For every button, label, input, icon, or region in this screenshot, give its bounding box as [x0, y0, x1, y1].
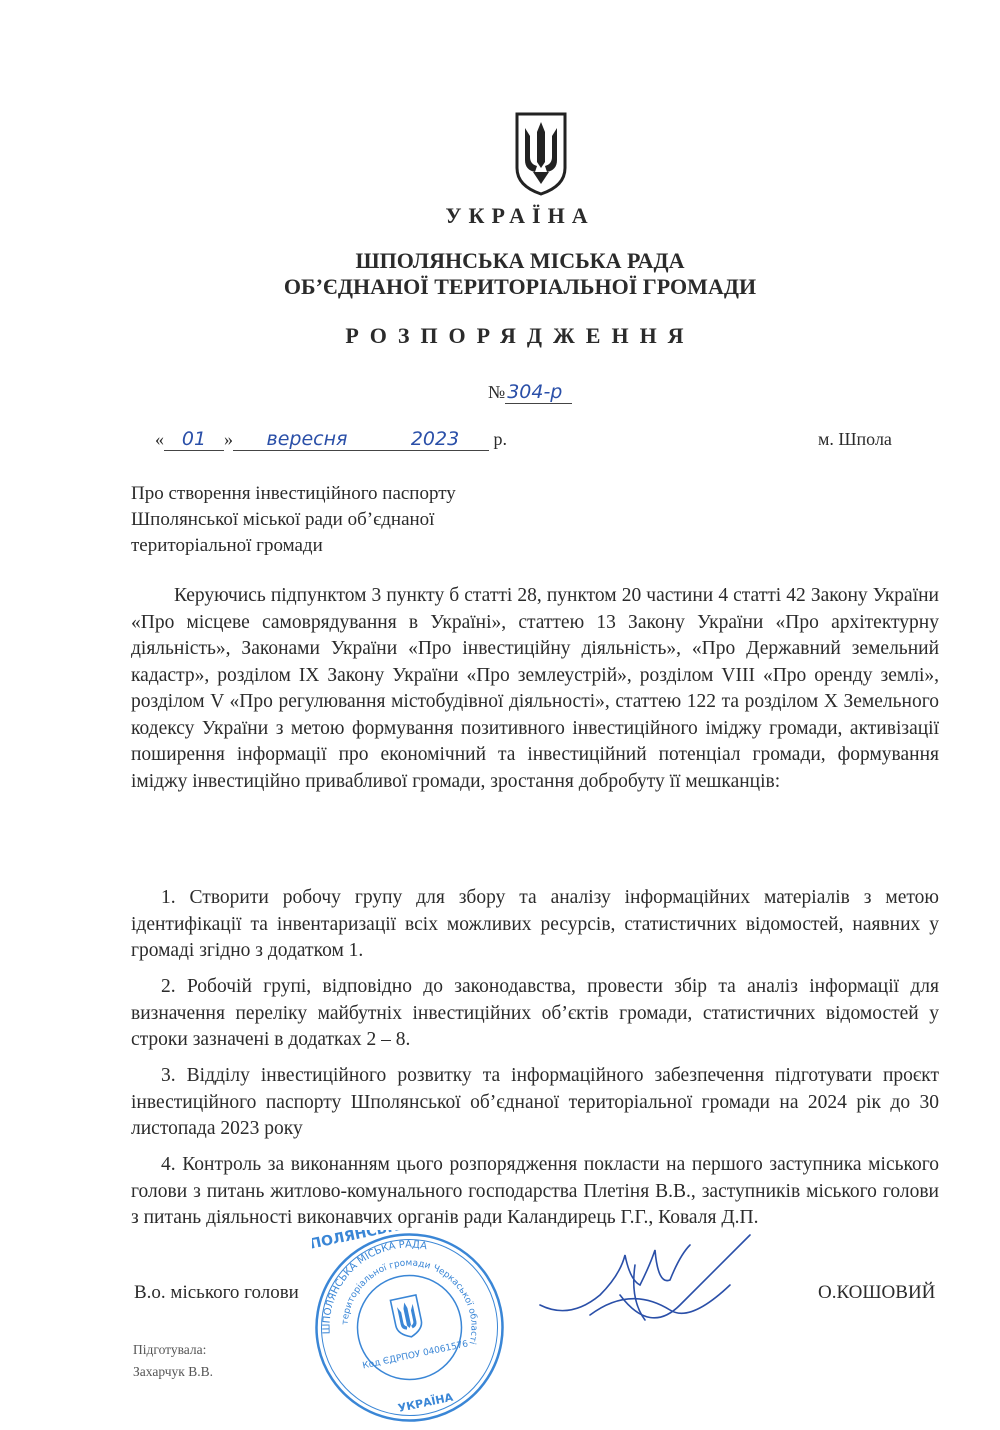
date-month: вересня	[233, 428, 381, 451]
date-suffix: р.	[493, 429, 507, 449]
signatory-name: О.КОШОВИЙ	[818, 1282, 936, 1303]
order-item-3: 3. Відділу інвестиційного розвитку та інформаційного забезпечення підготувати проєкт інвестиційного паспорту Шполянської об’єднаної територіальної громади на 2024 рік до 30 листопада 2023 року	[131, 1065, 939, 1139]
date-year: 2023	[381, 428, 489, 451]
order-item-2: 2. Робочій групі, відповідно до законодавства, провести збір та аналіз інформації для визначення переліку майбутніх інвестиційних об’єктів громади, статистичних відомостей у строки зазначені в додатках 2 – 8.	[131, 976, 939, 1050]
document-type: РОЗПОРЯДЖЕННЯ	[345, 323, 695, 348]
prepared-by-label: Підготувала:	[133, 1342, 207, 1357]
council-name-line-1: ШПОЛЯНСЬКА МІСЬКА РАДА	[355, 248, 685, 273]
subject-line-1: Про створення інвестиційного паспорту	[131, 483, 456, 504]
order-item-4: 4. Контроль за виконанням цього розпорядження покласти на першого заступника міського голови з питань житлово-комунального господарства Плетіня В.В., заступників міського голови з питань діяльності виконавчих органів ради Каландирець Г.Г., Коваля Д.П.	[131, 1154, 939, 1228]
stamp-bottom-text: УКРАЇНА	[396, 1390, 455, 1415]
stamp-outer-arc-text: ШПОЛЯНСЬКА МІСЬКА РАДА	[321, 1239, 428, 1335]
stamp-code-text: Код ЄДРПОУ 04061576	[361, 1339, 470, 1372]
subject-line-2: Шполянської міської ради об’єднаної	[131, 509, 435, 530]
handwritten-signature	[530, 1225, 760, 1340]
document-date	[155, 428, 507, 451]
preamble-paragraph: Керуючись підпунктом 3 пункту б статті 28, пунктом 20 частини 4 статті 42 Закону України «Про місцеве самоврядування в Україні», статтею 13 Закону України «Про архітектурну діяльність», Законами України «Про інвестиційну діяльність», «Про Державний земельний кадастр», розділом IX Закону України «Про землеустрій», розділом VIII «Про оренду землі», розділом V «Про регулювання містобудівної діяльності», статтею 122 та розділом X Земельного кодексу України з метою формування позитивного інвестиційного іміджу громади, активізації поширення інформації про економічний та інвестиційний потенціал громади, формування іміджу інвестиційно привабливої громади, зростання добробуту її мешканців:	[131, 585, 939, 792]
official-stamp	[312, 1230, 507, 1425]
number-handwritten: 304-р	[505, 381, 572, 404]
date-day: 01	[164, 428, 224, 451]
prepared-by-block	[133, 1339, 213, 1383]
prepared-by-name: Захарчук В.В.	[133, 1364, 213, 1379]
date-close-quote: »	[224, 429, 233, 449]
document-number	[488, 381, 572, 403]
svg-text:ШПОЛЯНСЬКА МІСЬКА РАДА	[312, 1234, 443, 1336]
country-title: УКРАЇНА	[445, 203, 595, 228]
subject-line-3: територіальної громади	[131, 535, 323, 556]
signatory-position: В.о. міського голови	[134, 1282, 299, 1303]
order-item-1: 1. Створити робочу групу для збору та аналізу інформаційних матеріалів з метою ідентифікації та інвентаризації всіх можливих ресурсів, статистичних відомостей, наявних у громаді згідно з додатком 1.	[131, 887, 939, 961]
date-open-quote: «	[155, 429, 164, 449]
subject-block	[131, 481, 551, 559]
coat-of-arms-emblem	[513, 110, 569, 196]
council-name	[0, 248, 1000, 300]
stamp-inner-arc-text: територіальної громади Черкаської області	[340, 1258, 479, 1346]
city-name: м. Шпола	[818, 429, 892, 449]
council-name-line-2: ОБ’ЄДНАНОЇ ТЕРИТОРІАЛЬНОЇ ГРОМАДИ	[283, 274, 757, 299]
number-prefix: №	[488, 382, 506, 402]
